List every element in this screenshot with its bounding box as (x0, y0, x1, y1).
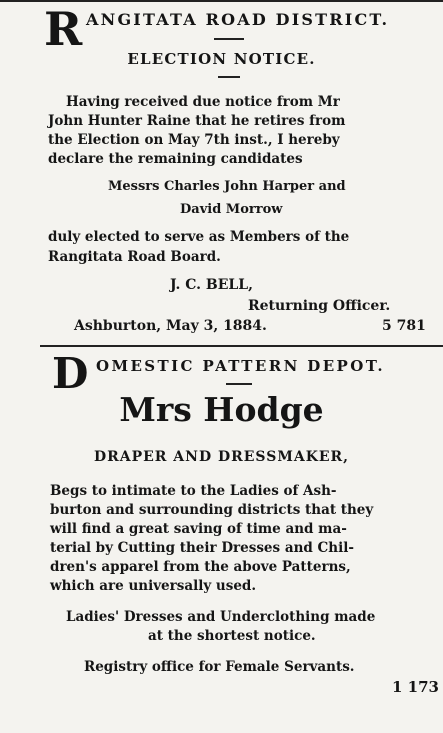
body-line: Having received due notice from Mr (66, 94, 340, 110)
extra-line: at the shortest notice. (148, 628, 316, 644)
body-line: terial by Cutting their Dresses and Chil- (50, 540, 354, 556)
candidates-line: David Morrow (180, 202, 283, 217)
extra-line: Ladies' Dresses and Underclothing made (66, 609, 376, 625)
pattern-depot-ad (0, 347, 443, 733)
divider-dash (218, 76, 240, 78)
body-line: Begs to intimate to the Ladies of Ash- (50, 483, 337, 499)
drop-cap-d: D (52, 349, 89, 398)
proprietor-name: Mrs Hodge (119, 390, 324, 429)
body-line: which are universally used. (50, 578, 257, 594)
trade-line: DRAPER AND DRESSMAKER, (93, 449, 350, 465)
body-line: the Election on May 7th inst., I hereby (48, 132, 340, 148)
ad-header: OMESTIC PATTERN DEPOT. (96, 357, 385, 375)
registry-line: Registry office for Female Servants. (84, 659, 355, 675)
body-line: burton and surrounding districts that they (50, 502, 374, 518)
signatory-title: Returning Officer. (248, 298, 391, 314)
body-line: will find a great saving of time and ma- (50, 521, 347, 537)
body-line: declare the remaining candidates (48, 151, 303, 167)
signatory: J. C. BELL, (170, 277, 253, 293)
divider-dash (214, 38, 244, 40)
place-date: Ashburton, May 3, 1884. (74, 318, 267, 334)
notice-title: ELECTION NOTICE. (127, 50, 316, 68)
road-district-notice (0, 0, 443, 345)
notice-header: ANGITATA ROAD DISTRICT. (86, 10, 390, 29)
body-line: John Hunter Raine that he retires from (48, 113, 346, 129)
result-line: duly elected to serve as Members of the (48, 229, 350, 245)
result-line: Rangitata Road Board. (48, 249, 221, 265)
ad-code: 1 173 (392, 678, 439, 696)
ad-code: 5 781 (382, 318, 426, 334)
candidates-line: Messrs Charles John Harper and (108, 179, 346, 194)
body-line: dren's apparel from the above Patterns, (50, 559, 351, 575)
divider-dash (226, 383, 252, 385)
drop-cap-r: R (44, 2, 83, 56)
